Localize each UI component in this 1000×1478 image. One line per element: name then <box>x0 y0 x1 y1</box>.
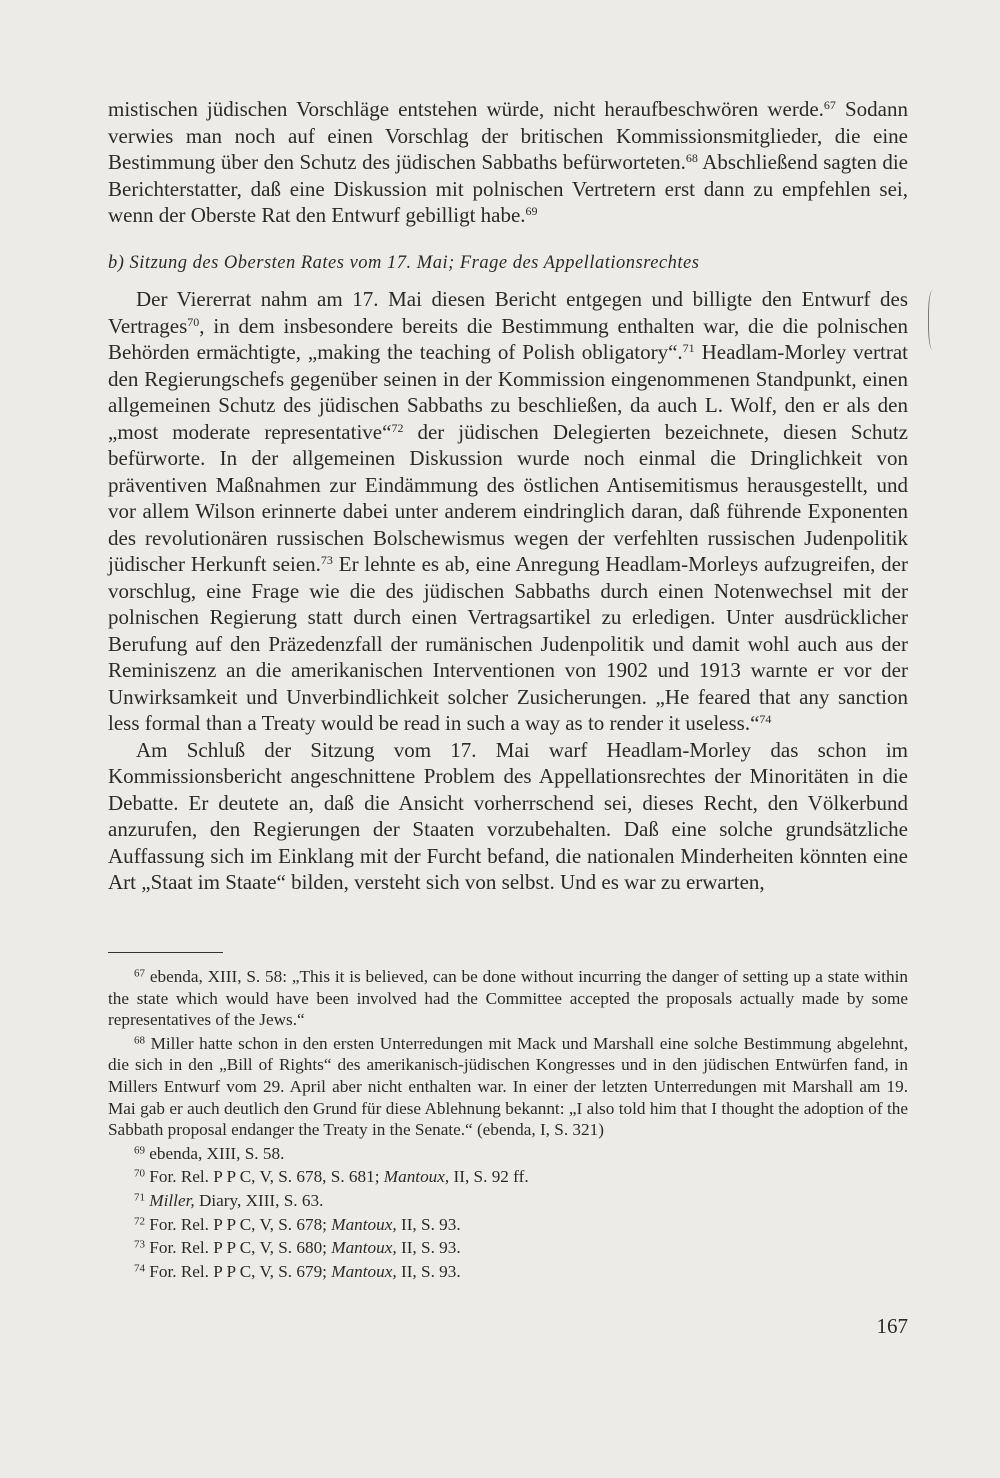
author-name: Mantoux, <box>383 1167 450 1187</box>
footnote-number: 68 <box>134 1034 145 1047</box>
footnote-number: 69 <box>134 1144 145 1157</box>
author-name: Miller, <box>149 1190 195 1210</box>
paragraph-3: Am Schluß der Sitzung vom 17. Mai warf Headlam-Morley das schon im Kommissionsbericht angeschnittene Problem des Appellationsrechtes der Minoritäten in die Debatte. Er deutete an, daß die Ansicht vorherrschend sei, dieses Recht, den Völkerbund anzurufen, den Regierungen der Staaten vorzubehalten. Daß eine solche grundsätzliche Auffassung sich im Einklang mit der Furcht befand, die nationalen Minderheiten könnten eine Art „Staat im Staate“ bilden, versteht sich von selbst. Und es war zu erwarten, <box>108 737 908 894</box>
margin-pencil-mark <box>928 290 939 350</box>
paragraph-1 <box>108 96 908 229</box>
page-number: 167 <box>876 1314 908 1338</box>
text-run: Sodann verwies man noch auf einen Vorschlag der britischen Kommissionsmitglieder, die eine Bestimmung über den Schutz des jüdischen Sabbaths befürworteten. <box>108 97 909 174</box>
footnote-separator <box>108 952 223 953</box>
footnote-71 <box>108 1190 908 1212</box>
text-run: , in dem insbesondere bereits die Bestimmung enthalten war, die die polnischen Behörden ermächtigte, „making the teaching of Polish obligatory“. <box>108 313 908 364</box>
footnote-number: 72 <box>134 1215 145 1228</box>
footnote-text: Miller hatte schon in den ersten Unterredungen mit Mack und Marshall eine solche Bestimmung abgelehnt, die sich in den „Bill of Rights“ des amerikanisch-jüdischen Kongresses und in den jüdischen Entwürfen fand, in Millers Entwurf vom 29. April aber nicht enthalten war. In einer der letzten Unterredungen mit Marshall am 19. Mai gab er auch deutlich den Grund für diese Ablehnung bekannt: „I also told him that I thought the adoption of the Sabbath proposal endanger the Treaty in the Senate.“ (ebenda, I, S. 321) <box>108 1033 908 1140</box>
footnote-ref-74: 74 <box>759 711 772 726</box>
footnote-72 <box>108 1214 908 1236</box>
footnote-text: Diary, XIII, S. 63. <box>194 1190 324 1210</box>
text-run: mistischen jüdischen Vorschläge entstehen würde, nicht heraufbeschwören werde. <box>108 97 824 121</box>
author-name: Mantoux, <box>331 1214 397 1234</box>
footnote-number: 67 <box>134 967 145 980</box>
section-heading: b) Sitzung des Obersten Rates vom 17. Mai; Frage des Appellationsrechtes <box>108 252 700 273</box>
footnote-text: II, S. 93. <box>396 1214 461 1234</box>
footnote-ref-73: 73 <box>320 552 333 567</box>
footnote-67 <box>108 966 908 1031</box>
text-run: Headlam-Morley vertrat den Regierungschefs gegenüber seinen in der Kommission eingenommenen Standpunkt, einen allgemeinen Schutz des jüdischen Sabbaths zu beschließen, da auch L. Wolf, den er als den „most moderate representative“ <box>108 340 908 444</box>
footnote-text: For. Rel. P P C, V, S. 679; <box>149 1261 332 1281</box>
footnote-number: 70 <box>134 1167 145 1180</box>
author-name: Mantoux, <box>331 1261 397 1281</box>
footnote-ref-67: 67 <box>823 97 836 112</box>
paragraph-2 <box>108 286 908 737</box>
footnote-text: II, S. 92 ff. <box>449 1167 529 1187</box>
footnotes <box>108 966 908 1284</box>
footnote-text: II, S. 93. <box>396 1238 461 1258</box>
footnote-text: For. Rel. P P C, V, S. 680; <box>149 1238 332 1258</box>
footnote-number: 73 <box>134 1238 145 1251</box>
footnote-text: ebenda, XIII, S. 58. <box>149 1143 285 1163</box>
footnote-68 <box>108 1033 908 1141</box>
footnote-text: For. Rel. P P C, V, S. 678, S. 681; <box>149 1167 384 1187</box>
text-run: Der Viererrat nahm am 17. Mai diesen Bericht entgegen und billigte den Entwurf des Vertrages <box>108 287 908 338</box>
footnote-ref-68: 68 <box>685 150 698 165</box>
footnote-69 <box>108 1143 908 1165</box>
text-run: Er lehnte es ab, eine Anregung Headlam-Morleys aufzugreifen, der vorschlug, eine Frage wie die des jüdischen Sabbaths durch einen Notenwechsel mit der polnischen Regierung statt durch einen Vertragsartikel zu erledigen. Unter ausdrücklicher Berufung auf den Präzedenzfall der rumänischen Judenpolitik und damit wohl auch aus der Reminiszenz an die amerikanischen Interventionen von 1902 und 1913 warnte er vor der Unwirksamkeit und Unverbindlichkeit solcher Zusicherungen. „He feared that any sanction less formal than a Treaty would be read in such a way as to render it useless.“ <box>108 552 908 735</box>
footnote-70 <box>108 1166 908 1188</box>
footnote-ref-70: 70 <box>187 314 200 329</box>
footnote-ref-72: 72 <box>391 420 404 435</box>
footnote-number: 74 <box>134 1262 145 1275</box>
footnote-text: II, S. 93. <box>396 1261 461 1281</box>
text-run: Abschließend sagten die Berichterstatter, daß eine Diskussion mit polnischen Vertretern erst dann zu empfehlen sei, wenn der Oberste Rat den Entwurf gebilligt habe. <box>108 150 908 227</box>
main-text <box>108 96 908 896</box>
footnote-number: 71 <box>134 1191 145 1204</box>
text-run: der jüdischen Delegierten bezeichnete, diesen Schutz befürworte. In der allgemeinen Diskussion wurde noch einmal die Dringlichkeit von präventiven Maßnahmen zur Eindämmung des östlichen Antisemitismus herausgestellt, und vor allem Wilson erinnerte dabei unter anderem eindringlich daran, daß führende Exponenten des revolutionären russischen Bolschewismus wegen der verfehlten russischen Judenpolitik jüdischer Herkunft seien. <box>108 419 909 576</box>
footnote-ref-71: 71 <box>682 340 695 355</box>
footnote-text: For. Rel. P P C, V, S. 678; <box>149 1214 332 1234</box>
footnote-74 <box>108 1261 908 1283</box>
author-name: Mantoux, <box>331 1238 397 1258</box>
footnote-ref-69: 69 <box>525 203 538 218</box>
footnote-text: ebenda, XIII, S. 58: „This it is believed, can be done without incurring the danger of setting up a state within the state which would have been involved had the Committee accepted the proposals actually made by some representatives of the Jews.“ <box>108 967 909 1030</box>
footnote-73 <box>108 1237 908 1259</box>
